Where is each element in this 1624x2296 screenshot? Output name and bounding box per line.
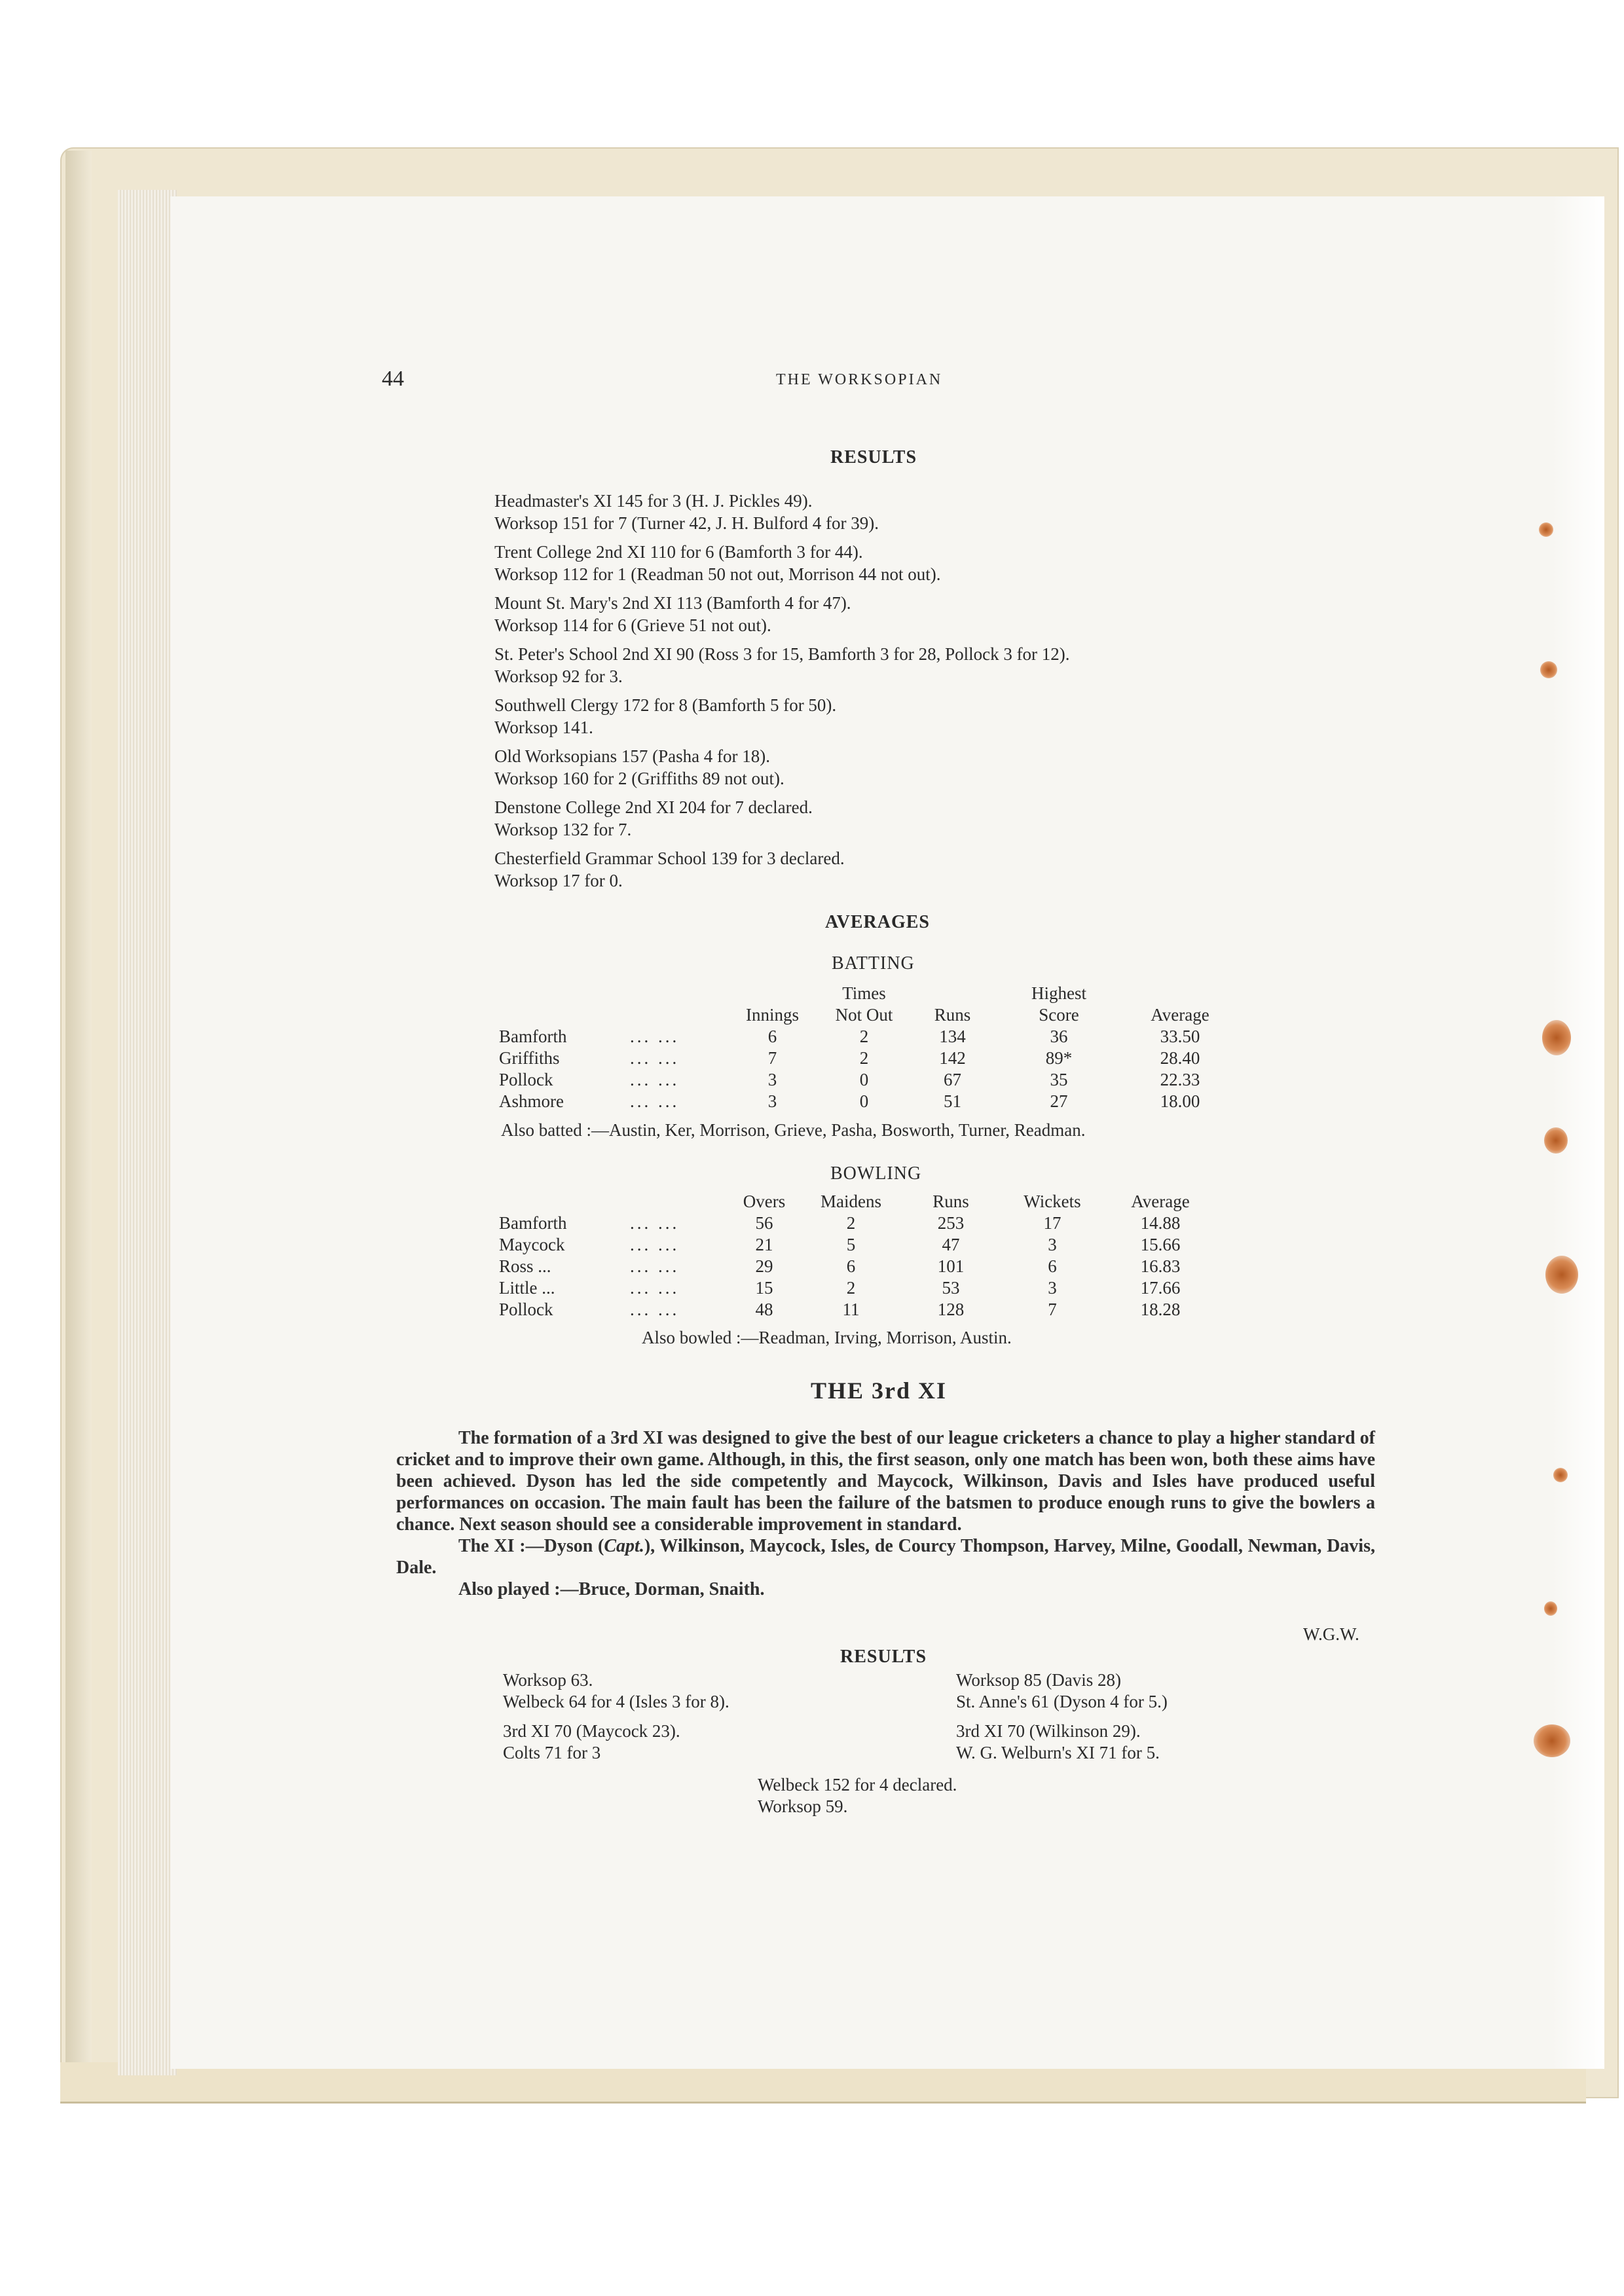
third-xi-results-left	[503, 1669, 729, 1764]
result-item: Trent College 2nd XI 110 for 6 (Bamforth 3 for 44). Worksop 112 for 1 (Readman 50 not out, Morrison 44 not out).	[494, 542, 941, 584]
results-list	[494, 490, 1359, 898]
author-initials: W.G.W.	[1303, 1624, 1359, 1644]
table-row: Pollock ... ... 3 0 67 35 22.33	[499, 1070, 1200, 1089]
table-row: Bamforth ... ... 6 2 134 36 33.50	[499, 1027, 1200, 1046]
table-row: Little ... ... ... 15 2 53 3 17.66	[499, 1278, 1181, 1298]
table-row: Maycock ... ... 21 5 47 3 15.66	[499, 1235, 1181, 1254]
stain-mark	[1542, 1020, 1571, 1055]
result-item: 3rd XI 70 (Wilkinson 29). W. G. Welburn's XI 71 for 5.	[956, 1721, 1160, 1762]
book-spine	[65, 151, 92, 2088]
batting-header	[499, 1004, 1239, 1025]
also-batted: Also batted :—Austin, Ker, Morrison, Grieve, Pasha, Bosworth, Turner, Readman.	[501, 1120, 1086, 1140]
result-item: St. Peter's School 2nd XI 90 (Ross 3 for 15, Bamforth 3 for 28, Pollock 3 for 12). Worksop 92 for 3.	[494, 644, 1070, 686]
third-xi-results-heading: RESULTS	[840, 1647, 927, 1667]
running-head: THE WORKSOPIAN	[776, 371, 943, 388]
stain-mark	[1544, 1127, 1568, 1154]
column-header: Times	[842, 983, 886, 1003]
stain-mark	[1544, 1601, 1557, 1616]
bowling-header	[499, 1190, 1219, 1212]
column-header: Score	[1039, 1005, 1079, 1025]
stain-mark	[1539, 522, 1553, 537]
results-heading: RESULTS	[830, 447, 917, 467]
result-item: Worksop 85 (Davis 28) St. Anne's 61 (Dyson 4 for 5.)	[956, 1670, 1168, 1711]
result-item: Worksop 63. Welbeck 64 for 4 (Isles 3 for 8).	[503, 1670, 729, 1711]
third-xi-report	[396, 1427, 1375, 1600]
column-header: Wickets	[1024, 1192, 1081, 1211]
result-item: Chesterfield Grammar School 139 for 3 declared. Worksop 17 for 0.	[494, 848, 845, 890]
third-xi-results-center	[758, 1774, 957, 1817]
column-header: Runs	[934, 1005, 971, 1025]
table-row: Ashmore ... ... 3 0 51 27 18.00	[499, 1091, 1200, 1111]
table-row: Ross ... ... ... 29 6 101 6 16.83	[499, 1256, 1181, 1276]
also-played: Also played :—Bruce, Dorman, Snaith.	[458, 1579, 765, 1599]
also-bowled: Also bowled :—Readman, Irving, Morrison, Austin.	[642, 1328, 1012, 1347]
stain-mark	[1540, 661, 1557, 678]
column-header: Average	[1151, 1005, 1209, 1025]
table-row: Griffiths ... ... 7 2 142 89* 28.40	[499, 1048, 1200, 1068]
result-item: Southwell Clergy 172 for 8 (Bamforth 5 for 50). Worksop 141.	[494, 695, 837, 737]
averages-heading: AVERAGES	[825, 912, 930, 932]
column-header: Overs	[743, 1192, 786, 1211]
column-header: Highest	[1031, 983, 1086, 1003]
report-paragraph: The formation of a 3rd XI was designed to give the best of our league cricketers a chance to play a higher standard of cricket and to improve their own game. Although, in this, the first season, only one match has been won, both these aims have been achieved. Dyson has led the side competently and Maycock, Wilkinson, Davis and Isles have produced useful performances on occasion. The main fault has been the failure of the batsmen to produce enough runs to give the bowlers a chance. Next season should see a considerable improvement in standard.	[396, 1428, 1375, 1535]
column-header: Not Out	[835, 1005, 893, 1025]
bowling-table	[499, 1190, 1219, 1320]
page-number: 44	[382, 367, 404, 391]
column-header: Average	[1131, 1192, 1190, 1211]
bowling-heading: BOWLING	[830, 1163, 922, 1184]
column-header: Maidens	[821, 1192, 881, 1211]
result-item: Old Worksopians 157 (Pasha 4 for 18). Worksop 160 for 2 (Griffiths 89 not out).	[494, 746, 784, 788]
team-list: The XI :—Dyson (Capt.), Wilkinson, Maycock, Isles, de Courcy Thompson, Harvey, Milne, Goodall, Newman, Davis, Dale.	[396, 1536, 1375, 1578]
column-header: Runs	[932, 1192, 969, 1211]
stain-mark	[1534, 1724, 1570, 1757]
third-xi-heading: THE 3rd XI	[811, 1377, 948, 1404]
result-item: Headmaster's XI 145 for 3 (H. J. Pickles 49). Worksop 151 for 7 (Turner 42, J. H. Bulford 4 for 39).	[494, 491, 879, 533]
table-row: Bamforth ... ... 56 2 253 17 14.88	[499, 1213, 1181, 1233]
stain-mark	[1545, 1256, 1578, 1294]
batting-header-top	[499, 982, 1239, 1004]
stain-mark	[1553, 1468, 1568, 1482]
batting-heading: BATTING	[832, 953, 915, 974]
result-item: Denstone College 2nd XI 204 for 7 declared. Worksop 132 for 7.	[494, 797, 813, 839]
result-item: 3rd XI 70 (Maycock 23). Colts 71 for 3	[503, 1721, 680, 1762]
result-item: Mount St. Mary's 2nd XI 113 (Bamforth 4 for 47). Worksop 114 for 6 (Grieve 51 not out).	[494, 593, 851, 635]
third-xi-results-right	[956, 1669, 1168, 1764]
column-header: Innings	[746, 1005, 799, 1025]
table-row: Pollock ... ... 48 11 128 7 18.28	[499, 1300, 1181, 1319]
result-item: Welbeck 152 for 4 declared. Worksop 59.	[758, 1775, 957, 1816]
page-leaves	[118, 190, 177, 2075]
batting-table	[499, 982, 1239, 1112]
